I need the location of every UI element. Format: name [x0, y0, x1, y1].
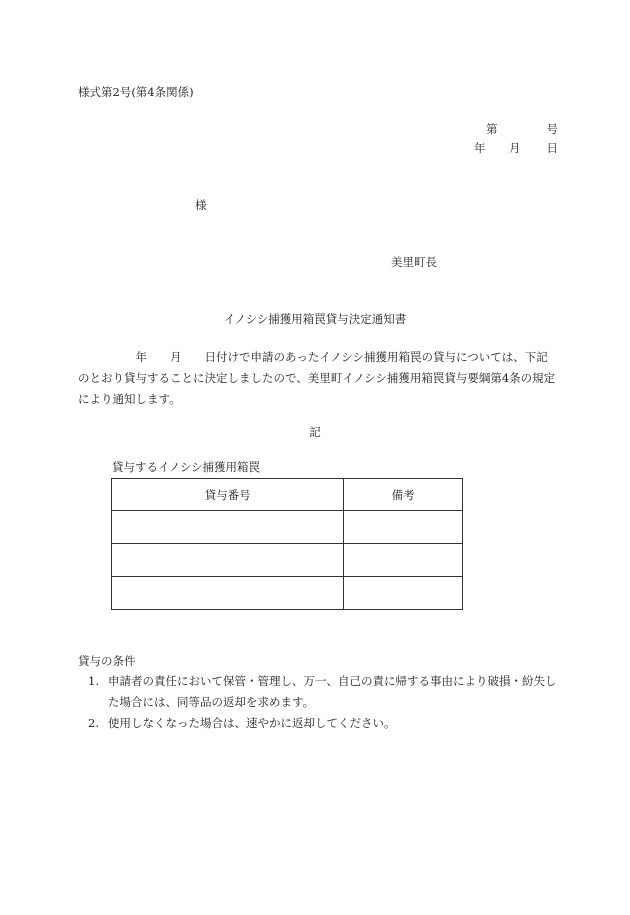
document-title: イノシシ捕獲用箱罠貸与決定通知書 [223, 312, 407, 326]
condition-text: 使用しなくなった場合は、速やかに返却してください。 [108, 716, 396, 730]
list-item [78, 671, 558, 713]
conditions-list [78, 671, 558, 734]
cell-loan-number [112, 577, 344, 610]
trap-table [111, 478, 463, 610]
form-number-label: 様式第2号(第4条関係) [78, 85, 194, 99]
condition-text: 申請者の責任において保管・管理し、万一、自己の責に帰する事由により破損・紛失した場合には、同等品の返却を求めます。 [108, 674, 557, 709]
body-paragraph [78, 347, 558, 410]
addressee-suffix: 様 [195, 198, 207, 212]
table-header-row [112, 479, 463, 511]
ki-heading: 記 [309, 425, 321, 439]
body-gap-1 [147, 350, 170, 364]
cell-loan-number [112, 544, 344, 577]
table-caption: 貸与するイノシシ捕獲用箱罠 [112, 460, 261, 474]
table-row [112, 577, 463, 610]
sender-name: 美里町長 [391, 255, 437, 269]
cell-loan-number [112, 511, 344, 544]
date-day: 日 [546, 141, 558, 155]
header-remarks: 備考 [344, 479, 463, 511]
document-number-line [486, 123, 558, 137]
cell-remarks [344, 511, 463, 544]
header-loan-number: 貸与番号 [112, 479, 344, 511]
cell-remarks [344, 544, 463, 577]
number-prefix: 第 [486, 122, 498, 136]
table-row [112, 544, 463, 577]
body-text: 日付けで申請のあったイノシシ捕獲用箱罠の貸与については、下記のとおり貸与することに決定しましたので、美里町イノシシ捕獲用箱罠貸与要綱第4条の規定により通知します。 [78, 350, 556, 406]
conditions-heading: 貸与の条件 [78, 654, 136, 668]
table-row [112, 511, 463, 544]
body-gap-2 [182, 350, 205, 364]
date-month: 月 [509, 141, 521, 155]
body-month: 月 [170, 350, 182, 364]
body-year: 年 [135, 350, 147, 364]
number-suffix: 号 [546, 122, 558, 136]
date-year: 年 [474, 141, 486, 155]
list-item [78, 713, 558, 734]
body-indent [78, 350, 136, 364]
condition-number: 2. [88, 716, 99, 730]
cell-remarks [344, 577, 463, 610]
condition-number: 1. [88, 674, 99, 688]
